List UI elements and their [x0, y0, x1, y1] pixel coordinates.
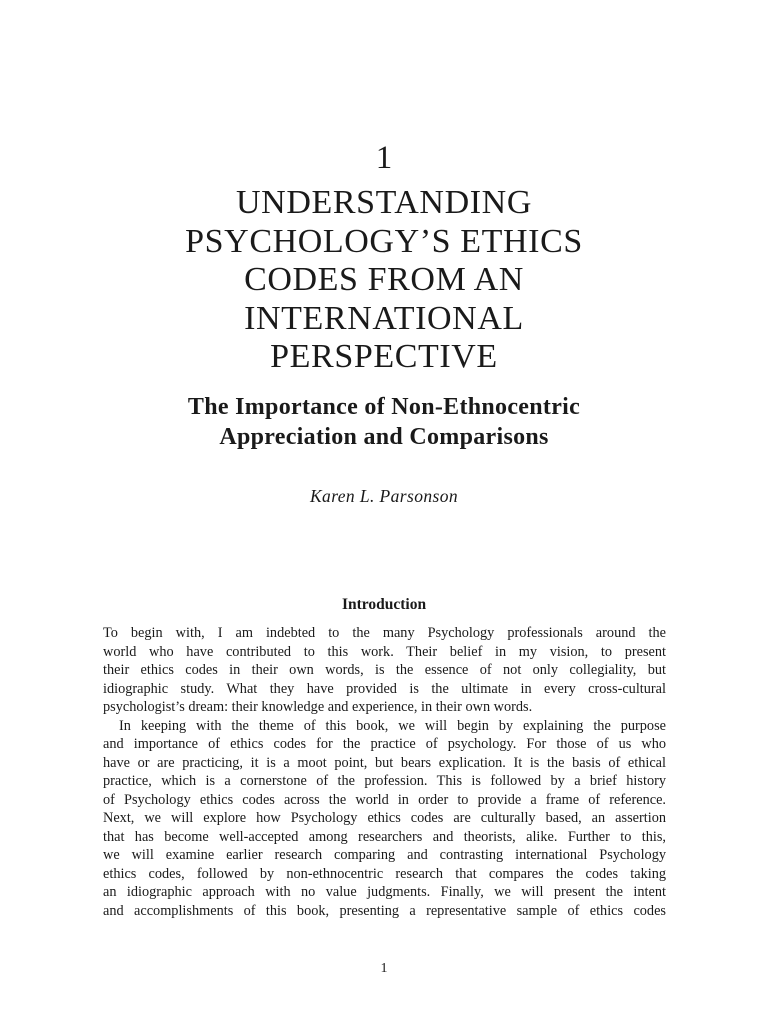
author-name: Karen L. Parsonson: [309, 486, 459, 506]
text-line: and importance of ethics codes for the practice of psychology. For those of us who: [103, 736, 666, 752]
text-line: and accomplishments of this book, presenting a representative sample of ethics codes: [103, 902, 666, 919]
text-line: of Psychology ethics codes across the world in order to provide a frame of reference.: [103, 791, 666, 808]
section-heading: Introduction: [341, 596, 427, 613]
text-line: idiographic study. What they have provided is the ultimate in every cross-cultural: [103, 680, 666, 697]
text-line: To begin with, I am indebted to the many Psychology professionals around the: [103, 625, 666, 641]
chapter-title-line: INTERNATIONAL: [244, 299, 524, 337]
chapter-title-line: PSYCHOLOGY’S ETHICS: [185, 222, 583, 260]
text-line: In keeping with the theme of this book, we will begin by explaining the purpose: [119, 717, 666, 734]
chapter-subtitle: [100, 392, 668, 452]
paragraph-1: [103, 624, 666, 717]
chapter-title: [120, 184, 648, 377]
text-line: that has become well-accepted among researchers and theorists, alike. Further to this,: [103, 828, 666, 845]
paragraph-2: [103, 717, 666, 921]
chapter-title-line: CODES FROM AN: [244, 261, 524, 298]
text-line: ethics codes, followed by non-ethnocentric research that compares the codes taking: [103, 865, 666, 882]
text-line: practice, which is a cornerstone of the profession. This is followed by a brief history: [103, 773, 666, 789]
chapter-subtitle-line: Appreciation and Comparisons: [219, 424, 549, 450]
text-line: we will examine earlier research comparing and contrasting international Psychology: [103, 847, 666, 863]
text-line: their ethics codes in their own words, is the essence of not only collegiality, but: [103, 662, 666, 678]
chapter-subtitle-line: The Importance of Non-Ethnocentric: [187, 394, 581, 420]
body-text: [103, 624, 666, 920]
text-line: psychologist’s dream: their knowledge and experience, in their own words.: [103, 699, 533, 715]
chapter-number: 1: [375, 140, 393, 176]
text-line: Next, we will explore how Psychology ethics codes are culturally based, an assertion: [103, 810, 666, 826]
text-line: an idiographic approach with no value judgments. Finally, we will present the intent: [103, 884, 666, 900]
page-number: 1: [380, 961, 388, 976]
text-line: world who have contributed to this work. Their belief in my vision, to present: [103, 643, 666, 660]
chapter-title-line: UNDERSTANDING: [236, 184, 532, 221]
text-line: have or are practicing, it is a moot point, but bears explication. It is the basis of ethical: [103, 754, 666, 771]
chapter-title-line: PERSPECTIVE: [270, 338, 498, 375]
